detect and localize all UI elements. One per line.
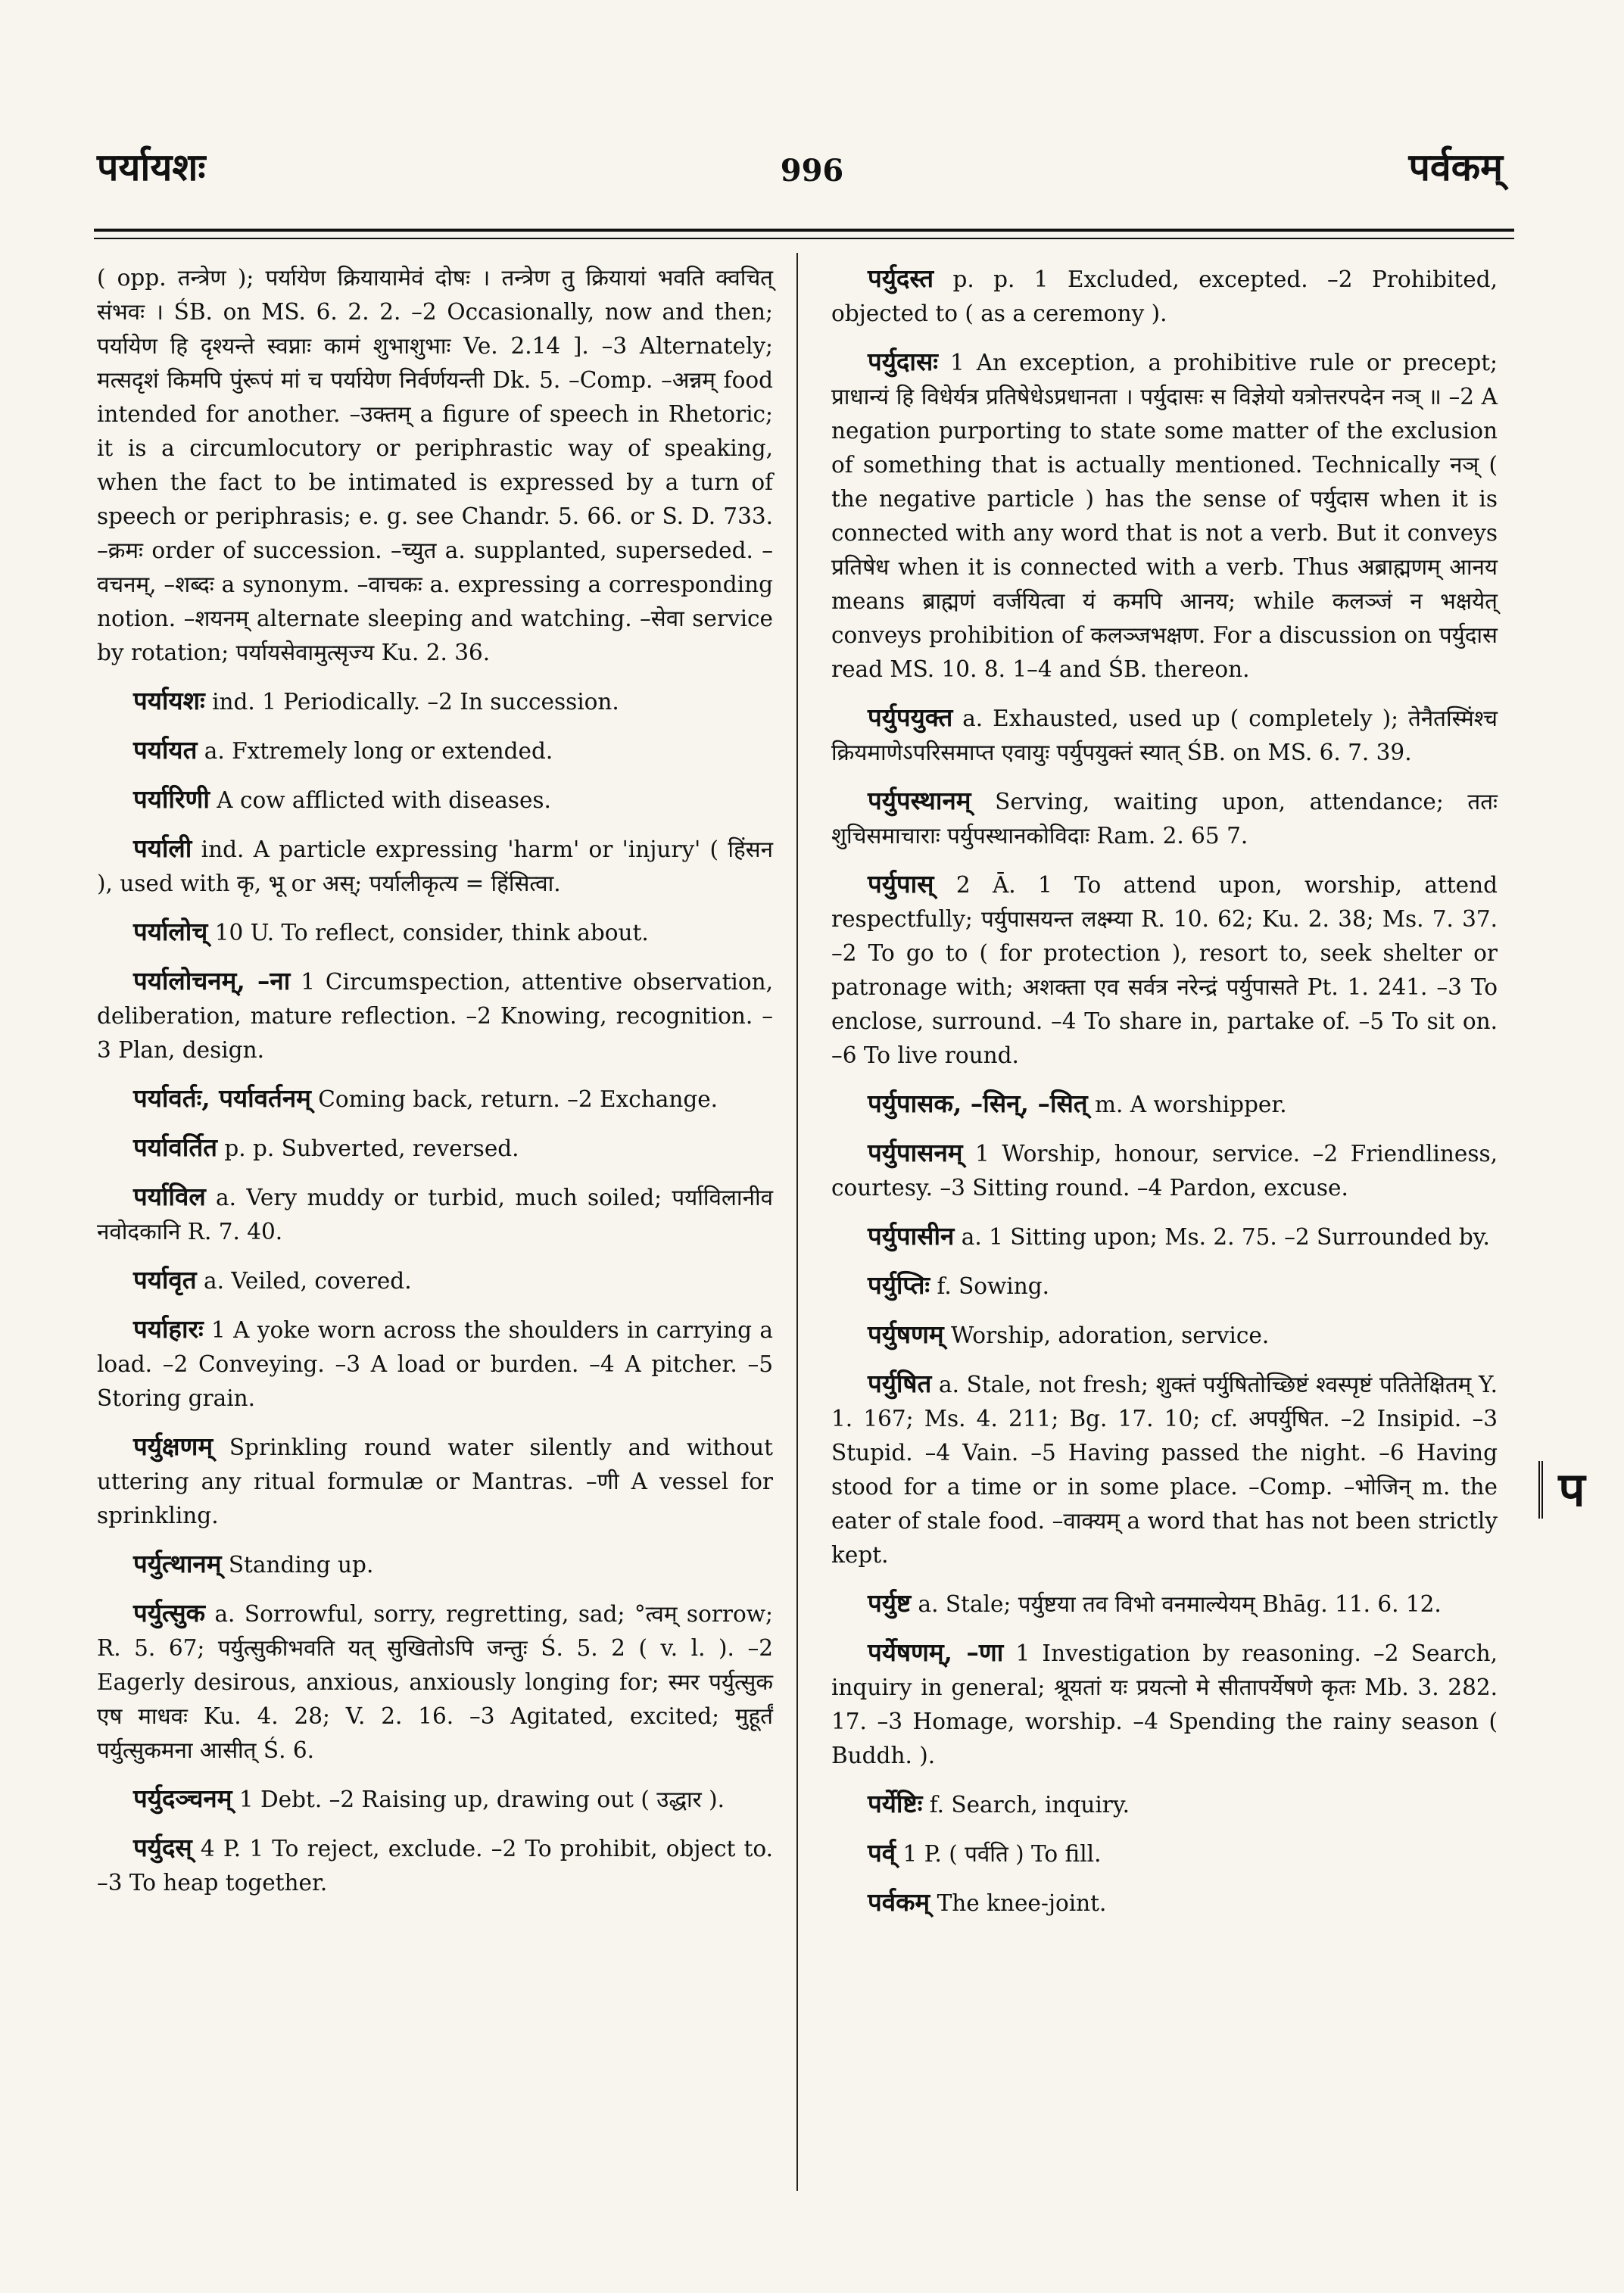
dictionary-entry (97, 782, 773, 818)
headword: पर्व् (868, 1838, 896, 1868)
header-rule-thin (94, 238, 1514, 239)
definition-text: a. Sorrowful, sorry, regretting, sad; °त्वम् sorrow; R. 5. 67; पर्युत्सुकीभवति यत् सुखितोऽपि जन्तुः Ś. 5. 2 ( v. l. ). –2 Eagerly desirous, anxious, anxiously longing for; स्मर पर्युत्सुक एष माधवः Ku. 4. 28; V. 2. 16. –3 Agitated, excited; मुहूर्तं पर्युत्सुकमना आसीत् Ś. 6. (97, 1601, 773, 1763)
definition-text: 1 P. ( पर्वति ) To fill. (902, 1841, 1102, 1867)
definition-text: a. Veiled, covered. (203, 1268, 412, 1294)
headword: पर्युपासीन (868, 1221, 955, 1251)
dictionary-entry (831, 867, 1498, 1073)
definition-text: a. 1 Sitting upon; Ms. 2. 75. –2 Surrounded by. (961, 1224, 1490, 1250)
definition-text: Sprinkling round water silently and without uttering any ritual formulæ or Mantras. –णी A vessel for sprinkling. (97, 1435, 773, 1528)
headword: पर्युषित (868, 1369, 932, 1398)
section-letter-tab: प (1538, 1461, 1601, 1519)
definition-text: 1 A yoke worn across the shoulders in carrying a load. –2 Conveying. –3 A load or burden. –4 A pitcher. –5 Storing grain. (97, 1317, 773, 1411)
definition-text: Serving, waiting upon, attendance; ततः शुचिसमाचाराः पर्युपस्थानकोविदाः Ram. 2. 65 7. (831, 789, 1498, 849)
headword: पर्युप्तिः (868, 1270, 930, 1300)
headword: पर्यायशः (133, 686, 205, 715)
dictionary-entry (97, 1596, 773, 1768)
definition-text: 2 Ā. 1 To attend upon, worship, attend respectfully; पर्युपासयन्त लक्ष्म्या R. 10. 62; Ku. 2. 38; Ms. 7. 37. –2 To go to ( for protection ), resort to, seek shelter or patronage with; अशक्ता एव सर्वत्र नरेन्द्रं पर्युपासते Pt. 1. 241. –3 To enclose, surround. –4 To share in, partake of. –5 To sit on. –6 To live round. (831, 872, 1498, 1068)
definition-text: 10 U. To reflect, consider, think about. (214, 920, 649, 946)
headword: पर्युक्षणम् (133, 1432, 214, 1461)
definition-text: a. Stale; पर्युष्टया तव विभो वनमाल्येयम् Bhāg. 11. 6. 12. (918, 1591, 1442, 1617)
headword: पर्युत्थानम् (133, 1549, 222, 1578)
definition-text: Coming back, return. –2 Exchange. (318, 1086, 718, 1112)
headword: पर्युपासनम् (868, 1138, 963, 1167)
definition-text: m. A worshipper. (1095, 1092, 1287, 1117)
page-number: 996 (780, 153, 844, 188)
headword: पर्युदस्त (868, 263, 934, 293)
definition-text: Worship, adoration, service. (950, 1323, 1270, 1348)
dictionary-entry (831, 1635, 1498, 1773)
header-rule-thick (94, 229, 1514, 232)
definition-text: 1 Investigation by reasoning. –2 Search, inquiry in general; श्रूयतां यः प्रयत्नो मे सीतापर्येषणे कृतः Mb. 3. 282. 17. –3 Homage, worship. –4 Spending the rainy season ( Buddh. ). (831, 1640, 1498, 1768)
definition-text: The knee-joint. (937, 1890, 1107, 1916)
dictionary-entry (831, 1366, 1498, 1572)
headword: पर्युपस्थानम् (868, 786, 971, 815)
headword: पर्वकम् (868, 1887, 930, 1917)
definition-text: a. Stale, not fresh; शुक्तं पर्युषितोच्छिष्टं श्वस्पृष्टं पतितेक्षितम् Y. 1. 167; Ms. 4. 211; Bg. 17. 10; cf. अपर्युषित. –2 Insipid. –3 Stupid. –4 Vain. –5 Having passed the night. –6 Having stood for a time or in some place. –Comp. –भोजिन् m. the eater of stale food. –वाक्यम् a word that has not been strictly kept. (831, 1372, 1498, 1568)
dictionary-entry (831, 1219, 1498, 1254)
running-head-right: पर्वकम् (1408, 145, 1503, 189)
column-divider (796, 253, 798, 2191)
dictionary-entry (97, 261, 773, 670)
dictionary-entry (97, 1263, 773, 1298)
definition-text: 1 An exception, a prohibitive rule or precept; प्राधान्यं हि विधेर्यत्र प्रतिषेधेऽप्रधानता । पर्युदासः स विज्ञेयो यत्रोत्तरपदेन नञ् ॥ –2 A negation purporting to state some matter of the exclusion of something that is actually mentioned. Technically नञ् ( the negative particle ) has the sense of पर्युदास when it is connected with any word that is not a verb. But it conveys प्रतिषेध when it is connected with a verb. Thus अब्राह्मणम् आनय means ब्राह्मणं वर्जयित्वा यं कमपि आनय; while कलञ्जं न भक्षयेत् conveys prohibition of कलञ्जभक्षण. For a discussion on पर्युदास read MS. 10. 8. 1–4 and ŚB. thereon. (831, 350, 1498, 682)
headword: पर्येष्टिः (868, 1789, 923, 1818)
headword: पर्यालोच् (133, 917, 208, 946)
dictionary-entry (831, 1885, 1498, 1921)
headword: पर्याविल (133, 1182, 206, 1211)
headword: पर्याली (133, 833, 192, 863)
headword: पर्येषणम्, –णा (868, 1637, 1004, 1667)
left-column (97, 261, 773, 1914)
headword: पर्युषणम् (868, 1319, 944, 1349)
dictionary-entry (97, 684, 773, 719)
headword: पर्युपयुक्त (868, 703, 953, 732)
headword: पर्यावर्तित (133, 1132, 217, 1162)
dictionary-entry (831, 1836, 1498, 1871)
right-column (831, 261, 1498, 1934)
dictionary-entry (831, 1268, 1498, 1304)
definition-text: f. Sowing. (937, 1273, 1050, 1299)
headword: पर्युदञ्चनम् (133, 1784, 232, 1813)
headword: पर्युदस् (133, 1833, 192, 1862)
definition-text: f. Search, inquiry. (929, 1792, 1130, 1818)
headword: पर्यावृत (133, 1265, 197, 1294)
dictionary-entry (831, 700, 1498, 770)
dictionary-entry (831, 261, 1498, 331)
dictionary-entry (831, 1787, 1498, 1822)
dictionary-entry (97, 1130, 773, 1166)
headword: पर्युष्ट (868, 1588, 912, 1618)
dictionary-entry (97, 964, 773, 1067)
running-head-left: पर्यायशः (97, 145, 206, 189)
definition-text: ind. 1 Periodically. –2 In succession. (212, 689, 619, 715)
dictionary-entry (97, 914, 773, 950)
dictionary-entry (831, 784, 1498, 853)
headword: पर्याहारः (133, 1314, 204, 1344)
definition-text: p. p. 1 Excluded, excepted. –2 Prohibited, objected to ( as a ceremony ). (831, 266, 1498, 326)
dictionary-entry (97, 1781, 773, 1817)
dictionary-entry (97, 1081, 773, 1117)
dictionary-entry (831, 1086, 1498, 1122)
dictionary-entry (831, 1586, 1498, 1622)
headword: पर्युपासक, –सिन्, –सित् (868, 1089, 1088, 1118)
dictionary-entry (97, 1179, 773, 1249)
headword: पर्युत्सुक (133, 1598, 205, 1628)
headword: पर्युदासः (868, 347, 938, 376)
dictionary-entry (831, 1136, 1498, 1205)
dictionary-entry (97, 1830, 773, 1900)
dictionary-entry (97, 1429, 773, 1533)
dictionary-entry (97, 831, 773, 901)
headword: पर्यायत (133, 735, 198, 765)
definition-text: 1 Worship, honour, service. –2 Friendliness, courtesy. –3 Sitting round. –4 Pardon, excuse. (831, 1141, 1498, 1201)
definition-text: a. Very muddy or turbid, much soiled; पर्याविलानीव नवोदकानि R. 7. 40. (97, 1185, 773, 1245)
definition-text: 1 Debt. –2 Raising up, drawing out ( उद्धार ). (238, 1787, 725, 1812)
definition-text: p. p. Subverted, reversed. (224, 1136, 519, 1161)
headword: पर्यालोचनम्, –ना (133, 966, 291, 995)
dictionary-entry (97, 1547, 773, 1582)
definition-text: Standing up. (228, 1552, 374, 1578)
definition-text: 4 P. 1 To reject, exclude. –2 To prohibit, object to. –3 To heap together. (97, 1836, 773, 1896)
definition-text: a. Exhausted, used up ( completely ); तेनैतस्मिंश्च क्रियमाणेऽपरिसमाप्त एवायुः पर्युपयुक्तं स्यात् ŚB. on MS. 6. 7. 39. (831, 706, 1498, 765)
definition-text: 1 Circumspection, attentive observation, deliberation, mature reflection. –2 Knowing, recognition. –3 Plan, design. (97, 969, 773, 1063)
headword: पर्यारिणी (133, 784, 210, 814)
dictionary-entry (831, 1317, 1498, 1353)
definition-text: A cow afflicted with diseases. (217, 787, 551, 813)
dictionary-entry (831, 344, 1498, 687)
dictionary-entry (97, 733, 773, 768)
dictionary-entry (97, 1312, 773, 1416)
definition-text: ind. A particle expressing 'harm' or 'injury' ( हिंसन ), used with कृ, भू or अस्; पर्यालीकृत्य = हिंसित्वा. (97, 837, 773, 896)
headword: पर्युपास् (868, 869, 934, 899)
definition-text: a. Fxtremely long or extended. (204, 738, 553, 764)
headword: पर्यावर्तः, पर्यावर्तनम् (133, 1083, 311, 1113)
definition-text: ( opp. तन्त्रेण ); पर्यायेण क्रियायामेवं दोषः । तन्त्रेण तु क्रियायां भवति क्वचित् संभवः । ŚB. on MS. 6. 2. 2. –2 Occasionally, now and then; पर्यायेण हि दृश्यन्ते स्वप्नाः कामं शुभाशुभाः Ve. 2.14 ]. –3 Alternately; मत्सदृशं किमपि पुंरूपं मां च पर्यायेण निर्वर्णयन्ती Dk. 5. –Comp. –अन्नम् food intended for another. –उक्तम् a figure of speech in Rhetoric; it is a circumlocutory or periphrastic way of speaking, when the fact to be intimated is expressed by a turn of speech or periphrasis; e. g. see Chandr. 5. 66. or S. D. 733. –क्रमः order of succession. –च्युत a. supplanted, superseded. –वचनम्, –शब्दः a synonym. –वाचकः a. expressing a corresponding notion. –शयनम् alternate sleeping and watching. –सेवा service by rotation; पर्यायसेवामुत्सृज्य Ku. 2. 36. (97, 265, 773, 665)
